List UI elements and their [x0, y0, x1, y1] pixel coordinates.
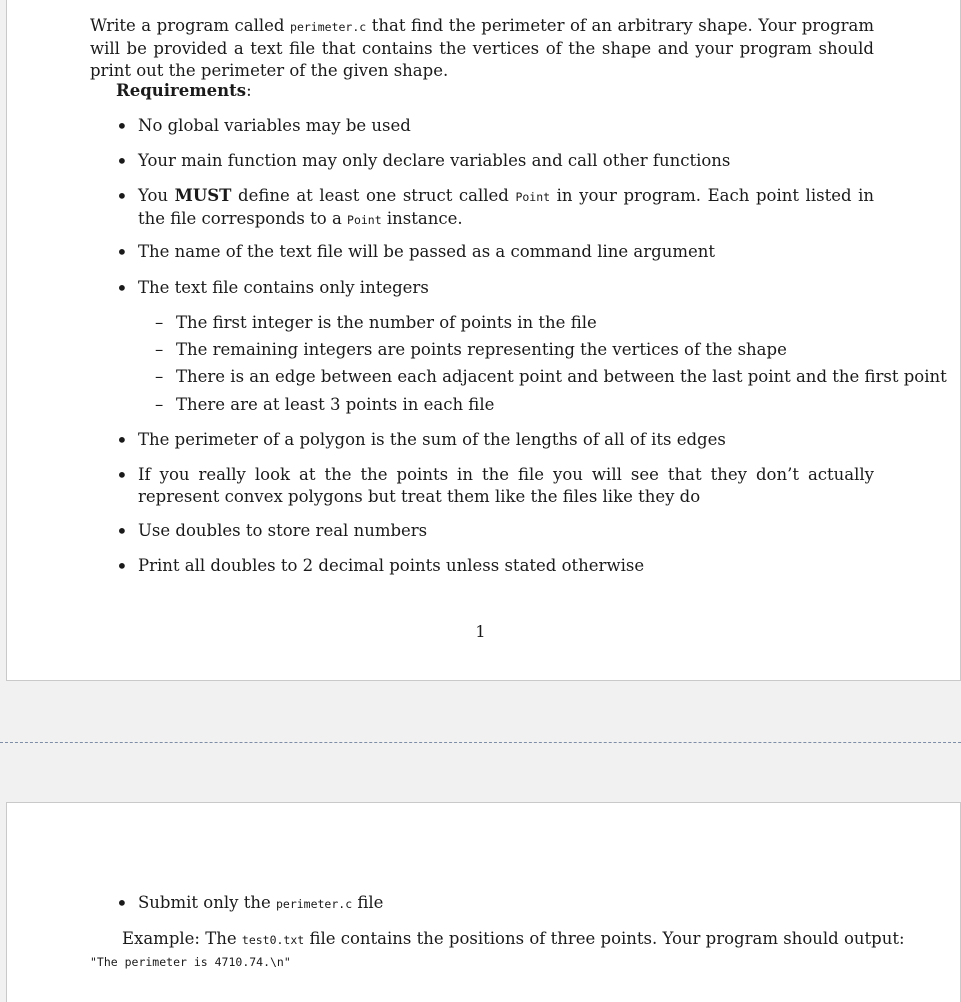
- bullet-integers: • The text file contains only integers: [116, 277, 874, 299]
- sub-item-remaining-integers: – The remaining integers are points representing the vertices of the shape: [155, 339, 876, 361]
- example-paragraph: Example: The test0.txt file contains the positions of three points. Your program should output:: [122, 929, 905, 948]
- point-code: Point: [515, 190, 551, 204]
- sub-item-min-points: – There are at least 3 points in each file: [155, 394, 876, 416]
- intro-paragraph: Write a program called perimeter.c that find the perimeter of an arbitrary shape. Your program will be provided a text file that contains the vertices of the shape and your program should print out the perimeter of the given shape.: [90, 16, 875, 80]
- page-number: 1: [475, 622, 486, 641]
- bullet-doubles: • Use doubles to store real numbers: [116, 520, 874, 542]
- sub-item-first-integer: – The first integer is the number of points in the file: [155, 312, 876, 334]
- point-code: Point: [347, 213, 382, 227]
- bullet-struct-point: • You MUST define at least one struct called Point in your program. Each point listed in the file corresponds to a Point instance.: [116, 185, 874, 231]
- bullet-main-function: • Your main function may only declare variables and call other functions: [116, 150, 874, 172]
- test-file-code: test0.txt: [241, 933, 305, 947]
- expected-output-code: "The perimeter is 4710.74.\n": [90, 955, 291, 969]
- bullet-perimeter-definition: • The perimeter of a polygon is the sum of the lengths of all of its edges: [116, 429, 874, 451]
- page-separator: [0, 742, 961, 743]
- bullet-convex: • If you really look at the the points in the file you will see that they don’t actually represent convex polygons but treat them like the files like they do: [116, 464, 874, 508]
- sub-item-edges: – There is an edge between each adjacent point and between the last point and the first point: [155, 366, 876, 388]
- bullet-no-globals: • No global variables may be used: [116, 115, 874, 137]
- bullet-submit: • Submit only the perimeter.c file: [116, 892, 874, 915]
- requirements-heading: Requirements:: [116, 81, 252, 100]
- filename-code: perimeter.c: [290, 20, 367, 34]
- bullet-print-precision: • Print all doubles to 2 decimal points unless stated otherwise: [116, 555, 874, 577]
- filename-code: perimeter.c: [275, 897, 353, 911]
- bullet-command-line: • The name of the text file will be passed as a command line argument: [116, 241, 874, 263]
